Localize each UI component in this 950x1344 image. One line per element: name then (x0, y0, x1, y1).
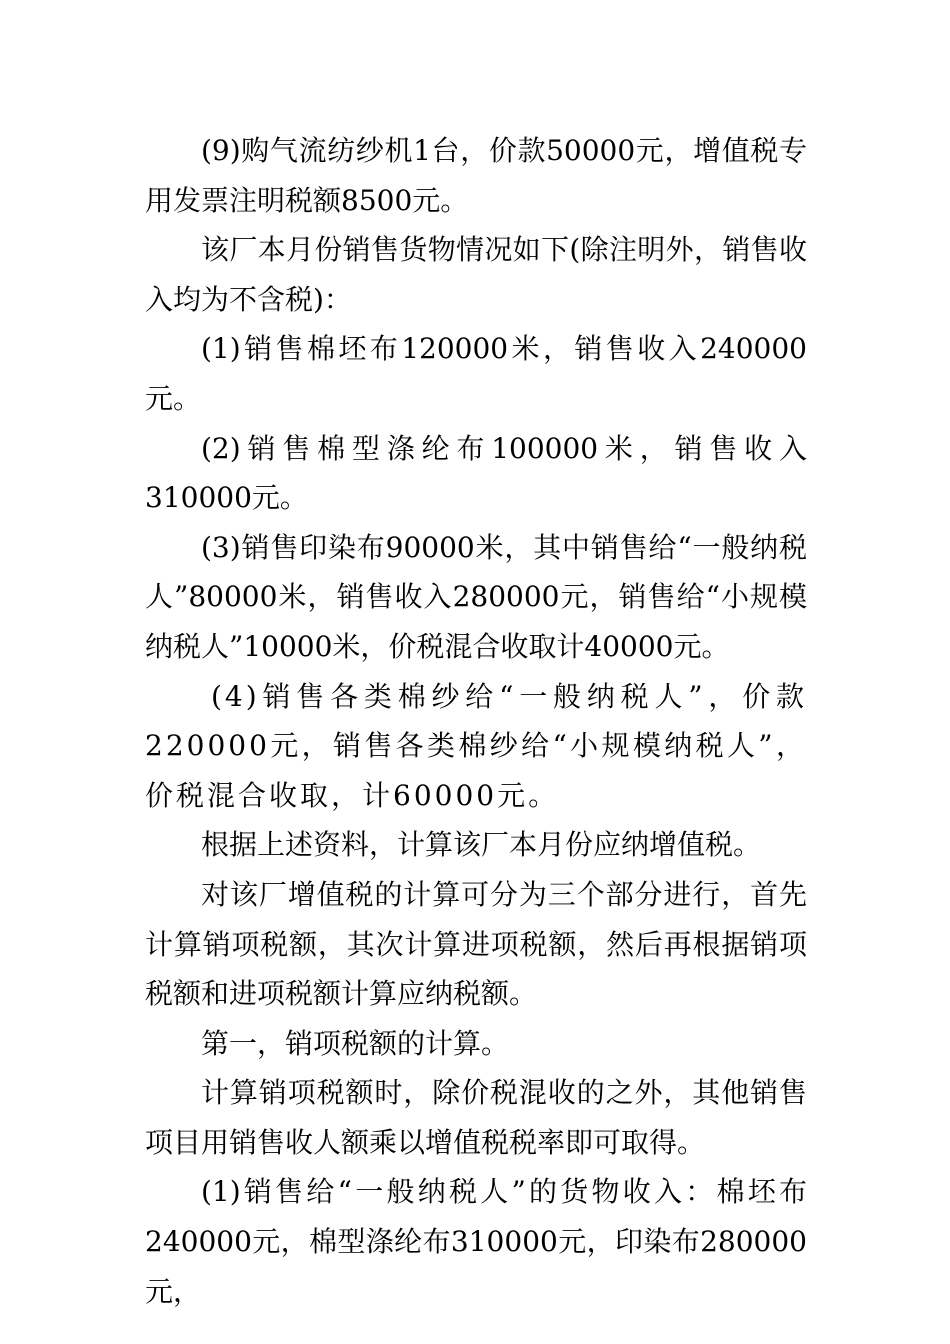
paragraph-output-1: (1)销售给“一般纳税人”的货物收入：棉坯布240000元，棉型涤纶布310000元，印染布280000元， (145, 1175, 807, 1308)
paragraph-task: 根据上述资料，计算该厂本月份应纳增值税。 (201, 828, 762, 862)
paragraph-sale-4: (4)销售各类棉纱给“一般纳税人”，价款220000元，销售各类棉纱给“小规模纳税人”，价税混合收取，计60000元。 (145, 679, 807, 812)
paragraph-method: 对该厂增值税的计算可分为三个部分进行，首先计算销项税额，其次计算进项税额，然后再根据销项税额和进项税额计算应纳税额。 (145, 877, 807, 1011)
paragraph-output-tax-rule: 计算销项税额时，除价税混收的之外，其他销售项目用销售收人额乘以增值税税率即可取得。 (145, 1076, 807, 1159)
paragraph-sale-3: (3)销售印染布90000米，其中销售给“一般纳税人”80000米，销售收入280000元，销售给“小规模纳税人”10000米，价税混合收取计40000元。 (145, 530, 807, 663)
paragraph-sale-2: (2)销售棉型涤纶布100000米，销售收入310000元。 (145, 431, 807, 515)
document-body (145, 126, 807, 1316)
paragraph-section-heading: 第一，销项税额的计算。 (201, 1026, 510, 1060)
paragraph-sale-1: (1)销售棉坯布120000米，销售收入240000元。 (145, 332, 807, 415)
paragraph-sales-intro: 该厂本月份销售货物情况如下(除注明外，销售收入均为不含税)： (145, 233, 807, 316)
paragraph-item-9-purchase: (9)购气流纺纱机1台，价款50000元，增值税专用发票注明税额8500元。 (145, 134, 807, 217)
